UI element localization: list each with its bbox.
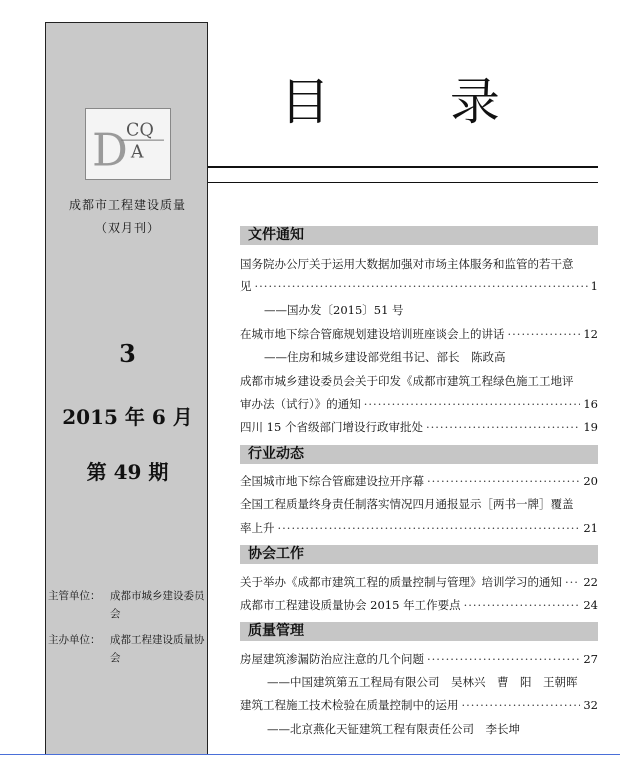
- toc-entry-line[interactable]: [240, 697, 598, 713]
- entry-text: 四川 15 个省级部门增设行政审批处: [240, 420, 423, 434]
- entry-text: 关于举办《成都市建筑工程的质量控制与管理》培训学习的通知: [240, 575, 562, 589]
- entry-author: ——北京燕化天钲建筑工程有限责任公司 李长坤: [267, 722, 520, 736]
- leader-dots: [508, 326, 581, 342]
- entry-text: 率上升: [240, 521, 275, 535]
- page-number: 1: [590, 279, 598, 293]
- entry-text: 见: [240, 279, 252, 293]
- dcqa-logo-icon: [86, 109, 170, 179]
- toc-entry-line[interactable]: [240, 373, 598, 389]
- toc-entry-line[interactable]: [240, 574, 598, 590]
- page-bottom-border: [0, 754, 620, 755]
- page-number: 12: [583, 327, 598, 341]
- section-title: 行业动态: [248, 446, 304, 462]
- entry-text: 国务院办公厅关于运用大数据加强对市场主体服务和监管的若干意: [240, 257, 574, 271]
- toc-entry-line[interactable]: [240, 496, 598, 512]
- section-header-association: [240, 545, 598, 564]
- entry-text: 房屋建筑渗漏防治应注意的几个问题: [240, 652, 424, 666]
- magazine-frequency: （双月刊）: [94, 221, 160, 235]
- toc-entry-line[interactable]: [240, 520, 598, 536]
- entry-text: 全国工程质量终身责任制落实情况四月通报显示［两书一牌］覆盖: [240, 497, 574, 511]
- sponsor-value: 成都工程建设质量协会: [110, 634, 205, 664]
- title-rule-top: [208, 166, 598, 168]
- toc-entry-line[interactable]: [240, 651, 598, 667]
- section-header-quality: [240, 622, 598, 641]
- entry-text: 建筑工程施工技术检验在质量控制中的运用: [240, 698, 459, 712]
- entry-text: 审办法（试行）》的通知: [240, 397, 361, 411]
- page-number: 21: [583, 521, 598, 535]
- supervisor-label: 主管单位：: [48, 590, 101, 602]
- toc-entry-line[interactable]: [240, 419, 598, 435]
- page-number: 19: [583, 420, 598, 434]
- entry-text: 成都市城乡建设委员会关于印发《成都市建筑工程绿色施工工地评: [240, 374, 574, 388]
- leader-dots: [278, 520, 581, 536]
- sponsor-label: 主办单位：: [48, 634, 101, 646]
- page-title: 目 录: [280, 73, 552, 131]
- leader-dots: [364, 396, 581, 412]
- entry-text: 成都市工程建设质量协会 2015 年工作要点: [240, 598, 461, 612]
- leader-dots: [464, 597, 581, 613]
- leader-dots: [255, 278, 588, 294]
- toc-entry-line[interactable]: [240, 396, 598, 412]
- journal-logo: [85, 108, 171, 180]
- leader-dots: [426, 419, 580, 435]
- section-header-notices: [240, 226, 598, 245]
- entry-author: ——中国建筑第五工程局有限公司 吴林兴 曹 阳 王朝晖: [267, 675, 578, 689]
- leader-dots: [427, 473, 580, 489]
- toc-entry-subline: [240, 302, 598, 318]
- toc-entry-subline: [240, 674, 598, 690]
- section-header-industry: [240, 445, 598, 464]
- supervisor-value: 成都市城乡建设委员会: [110, 590, 205, 620]
- magazine-name: 成都市工程建设质量: [68, 198, 186, 212]
- entry-text: 在城市地下综合管廊规划建设培训班座谈会上的讲话: [240, 327, 505, 341]
- entry-source: ——国办发〔2015〕51 号: [264, 303, 404, 317]
- page-number: 22: [583, 575, 598, 589]
- page-number: 32: [583, 698, 598, 712]
- issue-date: 2015 年 6 月: [62, 405, 193, 429]
- toc-entry-line[interactable]: [240, 326, 598, 342]
- page-number: 24: [583, 598, 598, 612]
- toc-entry-line[interactable]: [240, 473, 598, 489]
- svg-text:CQ: CQ: [126, 120, 154, 141]
- page-number: 20: [583, 474, 598, 488]
- toc-entry-subline: [240, 349, 598, 365]
- toc-entry-line[interactable]: [240, 278, 598, 294]
- section-title: 质量管理: [248, 623, 304, 639]
- svg-text:D: D: [92, 123, 128, 177]
- title-rule-bottom: [208, 182, 598, 183]
- issue-period: 第 49 期: [86, 460, 169, 484]
- entry-author: ——住房和城乡建设部党组书记、部长 陈政高: [264, 350, 506, 364]
- toc-entry-subline: [240, 721, 598, 737]
- toc-entry-line[interactable]: [240, 256, 598, 272]
- page-number: 16: [583, 397, 598, 411]
- issue-number: 3: [119, 339, 136, 368]
- leader-dots: [462, 697, 581, 713]
- entry-text: 全国城市地下综合管廊建设拉开序幕: [240, 474, 424, 488]
- svg-text:A: A: [130, 142, 144, 163]
- toc-entry-line[interactable]: [240, 597, 598, 613]
- section-title: 协会工作: [248, 546, 304, 562]
- leader-dots: [565, 574, 580, 590]
- page-number: 27: [583, 652, 598, 666]
- section-title: 文件通知: [248, 227, 304, 243]
- leader-dots: [427, 651, 580, 667]
